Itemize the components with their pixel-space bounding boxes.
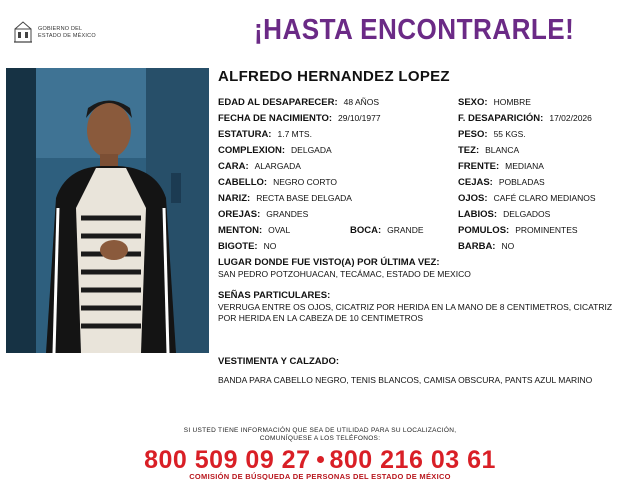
footer-note-line-2: COMUNÍQUESE A LOS TELÉFONOS: xyxy=(259,435,381,442)
orejas-value: GRANDES xyxy=(266,209,309,219)
field-estatura xyxy=(218,128,312,141)
frente-value: MEDIANA xyxy=(505,161,544,171)
frente-label: FRENTE: xyxy=(458,161,500,172)
edad-label: EDAD AL DESAPARECER: xyxy=(218,97,338,108)
peso-label: PESO: xyxy=(458,129,488,140)
headline: ¡HASTA ENCONTRARLE! xyxy=(254,14,575,46)
boca-label: BOCA: xyxy=(350,225,382,236)
cabello-value: NEGRO CORTO xyxy=(273,177,337,187)
field-pomulos xyxy=(458,224,578,237)
person-name: ALFREDO HERNANDEZ LOPEZ xyxy=(218,68,450,85)
field-peso xyxy=(458,128,526,141)
field-bigote xyxy=(218,240,276,253)
last-seen-text: SAN PEDRO POTZOHUACAN, TECÁMAC, ESTADO DE MEXICO xyxy=(218,269,471,279)
fnac-value: 29/10/1977 xyxy=(338,113,381,123)
field-orejas xyxy=(218,208,308,221)
barba-value: NO xyxy=(501,241,515,251)
field-complexion xyxy=(218,144,332,157)
field-cara xyxy=(218,160,301,173)
estatura-value: 1.7 MTS. xyxy=(277,129,312,139)
gov-line-1: GOBIERNO DEL xyxy=(38,26,83,32)
peso-value: 55 KGS. xyxy=(493,129,526,139)
sexo-label: SEXO: xyxy=(458,97,488,108)
menton-value: OVAL xyxy=(268,225,291,235)
tez-label: TEZ: xyxy=(458,145,480,156)
phone-2[interactable]: 800 216 03 61 xyxy=(329,446,496,474)
footer-note-line-1: SI USTED TIENE INFORMACIÓN QUE SEA DE UTILIDAD PARA SU LOCALIZACIÓN, xyxy=(183,427,457,434)
field-labios xyxy=(458,208,550,221)
bigote-label: BIGOTE: xyxy=(218,241,258,252)
fnac-label: FECHA DE NACIMIENTO: xyxy=(218,113,332,124)
field-boca xyxy=(350,224,424,237)
field-barba xyxy=(458,240,514,253)
field-frente xyxy=(458,160,544,173)
barba-label: BARBA: xyxy=(458,241,496,252)
field-edad xyxy=(218,96,379,109)
edad-value: 48 AÑOS xyxy=(343,97,380,107)
complexion-label: COMPLEXION: xyxy=(218,145,286,156)
field-ojos xyxy=(458,192,596,205)
labios-value: DELGADOS xyxy=(503,209,551,219)
bigote-value: NO xyxy=(263,241,277,251)
fdes-value: 17/02/2026 xyxy=(549,113,592,123)
pomulos-label: POMULOS: xyxy=(458,225,510,236)
gov-line-2: ESTADO DE MÉXICO xyxy=(38,32,96,39)
nariz-value: RECTA BASE DELGADA xyxy=(256,193,352,203)
field-menton xyxy=(218,224,290,237)
field-tez xyxy=(458,144,519,157)
separator-dot-icon xyxy=(317,456,324,463)
field-fecha-nacimiento xyxy=(218,112,381,125)
cejas-label: CEJAS: xyxy=(458,177,493,188)
labios-label: LABIOS: xyxy=(458,209,498,220)
orejas-label: OREJAS: xyxy=(218,209,261,220)
field-fecha-desaparicion xyxy=(458,112,592,125)
phone-numbers xyxy=(0,446,640,475)
sexo-value: HOMBRE xyxy=(493,97,531,107)
clothing-text: BANDA PARA CABELLO NEGRO, TENIS BLANCOS, CAMISA OBSCURA, PANTS AZUL MARINO xyxy=(218,375,593,385)
person-photo xyxy=(6,68,209,353)
clothing-label: VESTIMENTA Y CALZADO: xyxy=(218,356,340,367)
estatura-label: ESTATURA: xyxy=(218,129,272,140)
marks-label: SEÑAS PARTICULARES: xyxy=(218,290,331,301)
fdes-label: F. DESAPARICIÓN: xyxy=(458,113,544,124)
nariz-label: NARIZ: xyxy=(218,193,251,204)
menton-label: MENTON: xyxy=(218,225,263,236)
tez-value: BLANCA xyxy=(485,145,520,155)
complexion-value: DELGADA xyxy=(291,145,332,155)
ojos-value: CAFÉ CLARO MEDIANOS xyxy=(493,193,596,203)
government-logo xyxy=(12,20,112,46)
commission-name: COMISIÓN DE BÚSQUEDA DE PERSONAS DEL ESTADO DE MÉXICO xyxy=(189,472,451,480)
field-sexo xyxy=(458,96,531,109)
field-cabello xyxy=(218,176,337,189)
state-seal-icon xyxy=(12,20,34,44)
cejas-value: POBLADAS xyxy=(498,177,545,187)
cara-value: ALARGADA xyxy=(254,161,301,171)
field-nariz xyxy=(218,192,352,205)
cabello-label: CABELLO: xyxy=(218,177,268,188)
cara-label: CARA: xyxy=(218,161,249,172)
person-photo-illustration xyxy=(6,68,209,353)
field-cejas xyxy=(458,176,545,189)
ojos-label: OJOS: xyxy=(458,193,488,204)
marks-text: VERRUGA ENTRE OS OJOS, CICATRIZ POR HERIDA EN LA MANO DE 8 CENTIMETROS, CICATRIZ POR HERIDA EN LA CABEZA DE 10 CENTIMETROS xyxy=(218,302,613,323)
last-seen-label: LUGAR DONDE FUE VISTO(A) POR ÚLTIMA VEZ: xyxy=(218,257,440,268)
boca-value: GRANDE xyxy=(387,225,424,235)
pomulos-value: PROMINENTES xyxy=(515,225,578,235)
phone-1[interactable]: 800 509 09 27 xyxy=(144,446,311,474)
